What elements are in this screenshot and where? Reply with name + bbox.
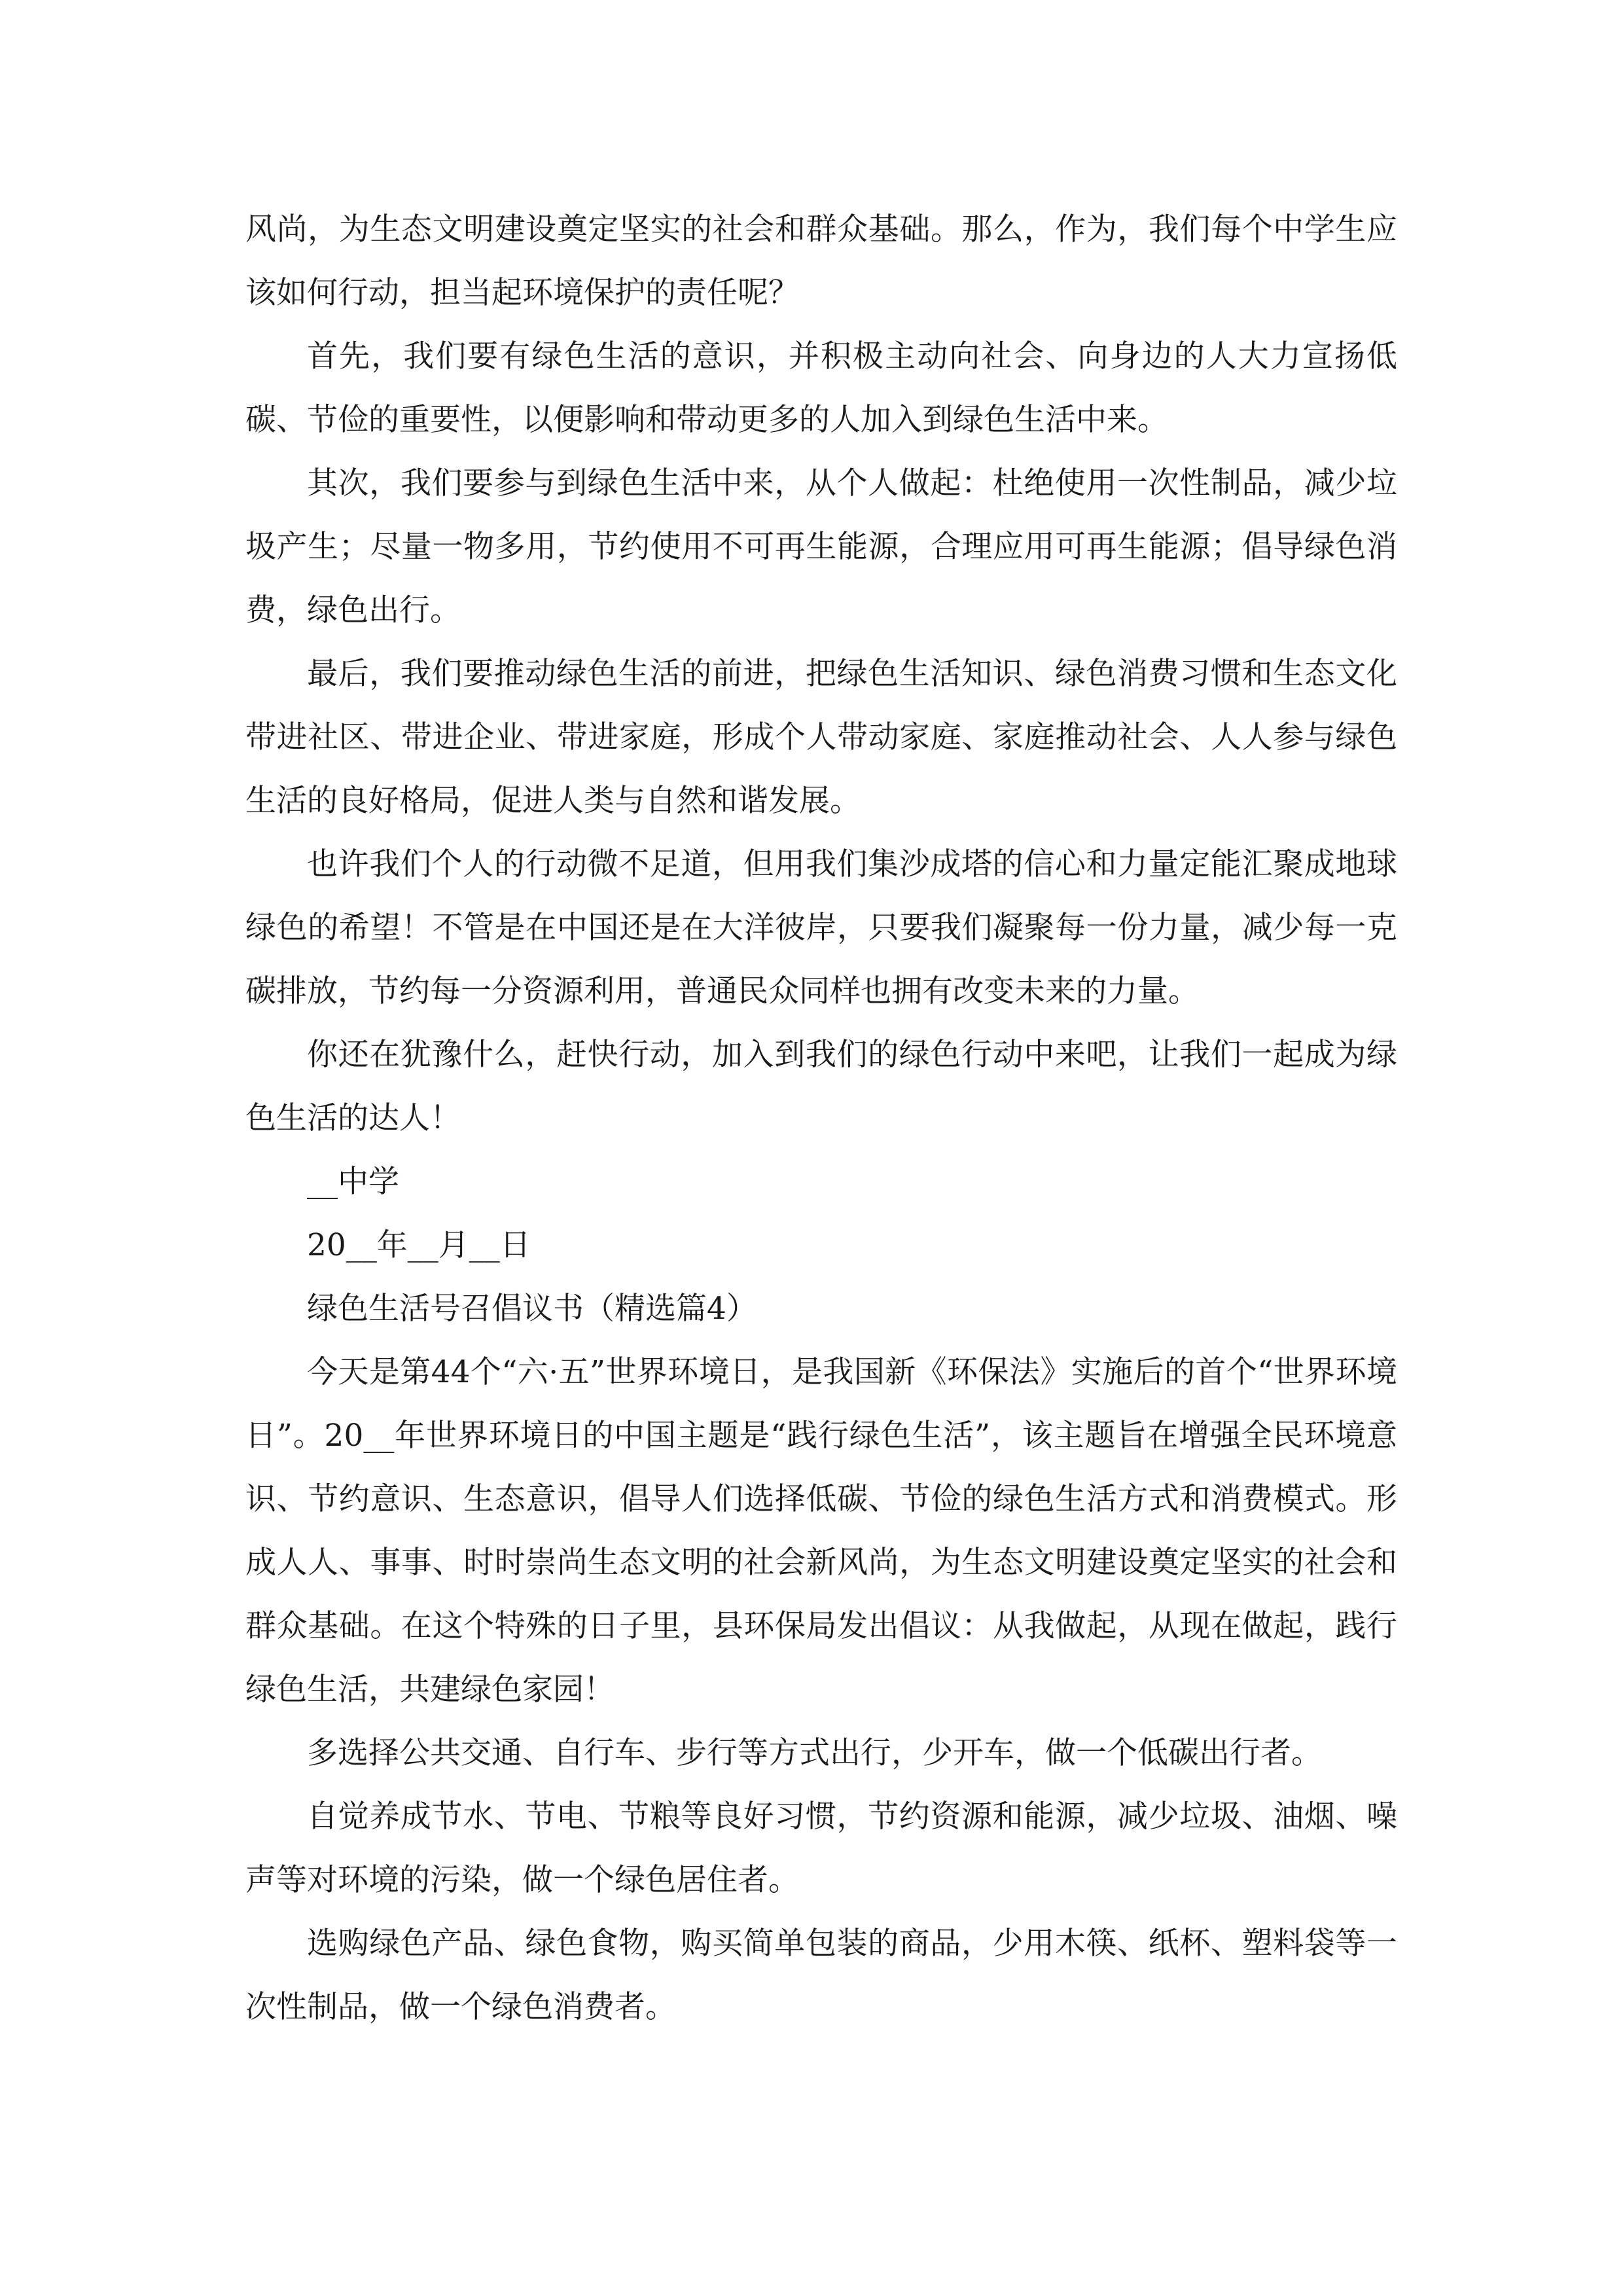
signature-date: 20__年__月__日: [307, 1227, 531, 1263]
paragraph-first-point: 首先，我们要有绿色生活的意识，并积极主动向社会、向身边的人大力宣扬低碳、节俭的重要性，以便影响和带动更多的人加入到绿色生活中来。: [245, 338, 1397, 438]
paragraph-green-consumer: 选购绿色产品、绿色食物，购买简单包装的商品，少用木筷、纸杯、塑料袋等一次性制品，做一个绿色消费者。: [245, 1926, 1397, 2025]
signature-school: __中学: [307, 1164, 399, 1200]
paragraph-green-living: 自觉养成节水、节电、节粮等良好习惯，节约资源和能源，减少垃圾、油烟、噪声等对环境的污染，做一个绿色居住者。: [245, 1799, 1397, 1898]
section-title: 绿色生活号召倡议书（精选篇4）: [307, 1291, 757, 1327]
paragraph-final-point: 最后，我们要推动绿色生活的前进，把绿色生活知识、绿色消费习惯和生态文化带进社区、带进企业、带进家庭，形成个人带动家庭、家庭推动社会、人人参与绿色生活的良好格局，促进人类与自然和谐发展。: [245, 656, 1397, 819]
paragraph-call-to-action: 你还在犹豫什么，赶快行动，加入到我们的绿色行动中来吧，让我们一起成为绿色生活的达人！: [245, 1037, 1397, 1136]
document-body: [245, 198, 1397, 2039]
paragraph-environment-day: 今天是第44个“六·五”世界环境日，是我国新《环保法》实施后的首个“世界环境日”。20__年世界环境日的中国主题是“践行绿色生活”，该主题旨在增强全民环境意识、节约意识、生态意识，倡导人们选择低碳、节俭的绿色生活方式和消费模式。形成人人、事事、时时崇尚生态文明的社会新风尚，为生态文明建设奠定坚实的社会和群众基础。在这个特殊的日子里，县环保局发出倡议：从我做起，从现在做起，践行绿色生活，共建绿色家园！: [245, 1354, 1397, 1708]
paragraph-hope: 也许我们个人的行动微不足道，但用我们集沙成塔的信心和力量定能汇聚成地球绿色的希望！不管是在中国还是在大洋彼岸，只要我们凝聚每一份力量，减少每一克碳排放，节约每一分资源利用，普通民众同样也拥有改变未来的力量。: [245, 846, 1397, 1009]
paragraph-continuation: 风尚，为生态文明建设奠定坚实的社会和群众基础。那么，作为，我们每个中学生应该如何行动，担当起环境保护的责任呢？: [245, 211, 1397, 311]
paragraph-low-carbon-travel: 多选择公共交通、自行车、步行等方式出行，少开车，做一个低碳出行者。: [307, 1735, 1322, 1771]
paragraph-second-point: 其次，我们要参与到绿色生活中来，从个人做起：杜绝使用一次性制品，减少垃圾产生；尽量一物多用，节约使用不可再生能源，合理应用可再生能源；倡导绿色消费，绿色出行。: [245, 465, 1397, 628]
